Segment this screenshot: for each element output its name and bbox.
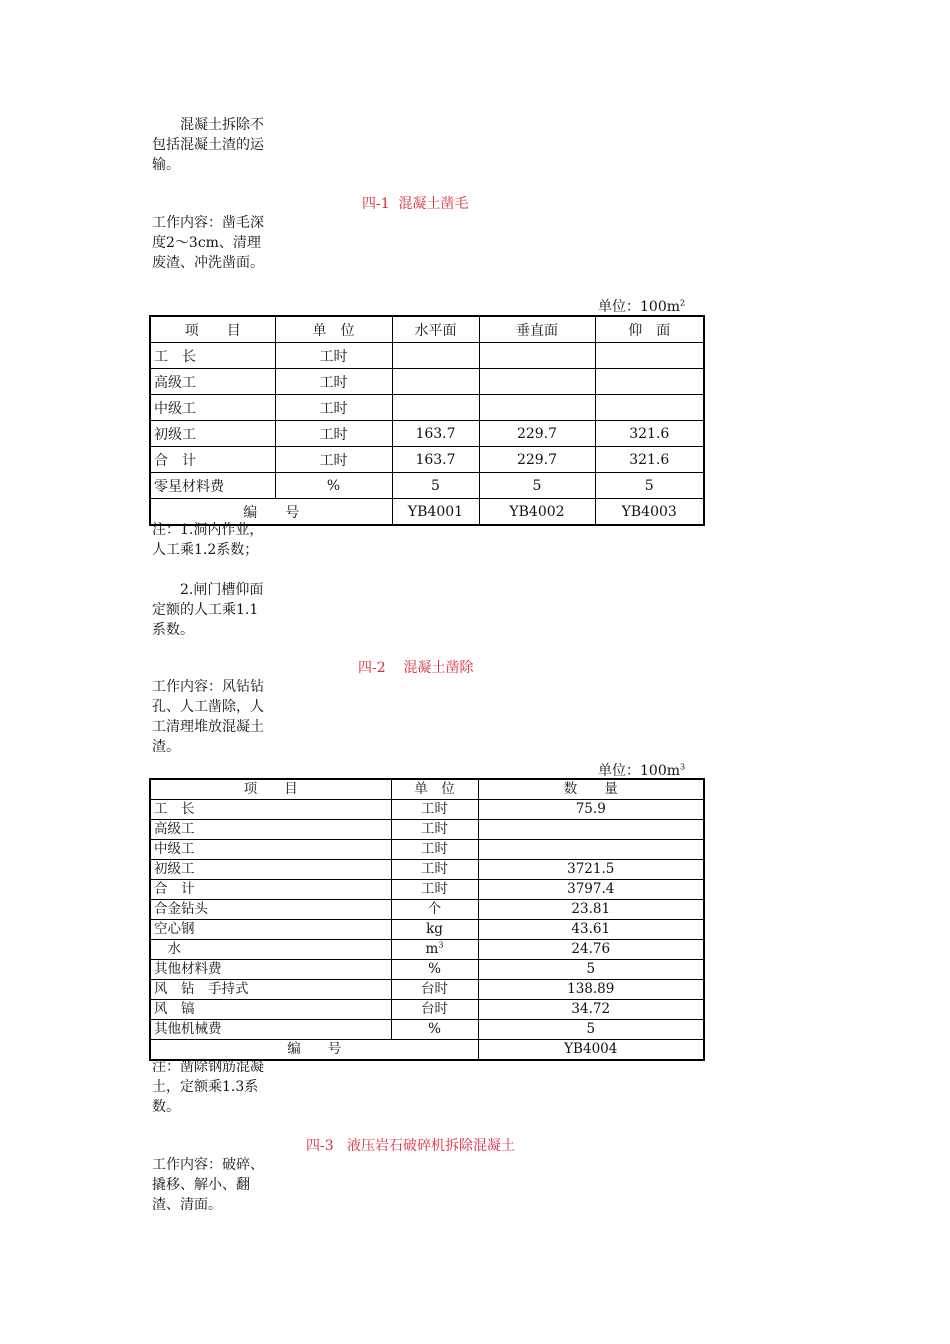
row-item: 零星材料费 [150,473,275,499]
table-row [150,960,704,980]
header-overhead: 仰 面 [595,316,704,343]
row-unit: 工时 [391,800,478,820]
row-unit: kg [391,920,478,940]
row-quantity: 43.61 [478,920,704,940]
row-unit: 工时 [275,395,392,421]
row-unit: 工时 [275,421,392,447]
section-2-unit: 单位：$100m^3$ [598,762,686,779]
row-unit: 台时 [391,980,478,1000]
section-2-title: 四-2 混凝土凿除 [358,660,474,676]
row-item: 其他材料费 [150,960,391,980]
table-row [150,369,704,395]
table-row [150,1020,704,1040]
table-row [150,980,704,1000]
row-unit: 工时 [275,343,392,369]
row-item: 水 [150,940,391,960]
section-1-table [149,315,705,526]
header-item: 项 目 [150,779,391,800]
code-label: 编 号 [150,1040,478,1061]
header-item: 项 目 [150,316,275,343]
table-row [150,840,704,860]
row-value [392,369,479,395]
table-row [150,860,704,880]
row-unit: 工时 [275,447,392,473]
row-item: 合金钻头 [150,900,391,920]
table-row [150,900,704,920]
row-item: 风 镐 [150,1000,391,1020]
row-quantity: 34.72 [478,1000,704,1020]
row-value: 163.7 [392,447,479,473]
row-item: 中级工 [150,840,391,860]
row-value: 229.7 [479,447,595,473]
row-quantity: 23.81 [478,900,704,920]
table-header-row [150,316,704,343]
table-header-row [150,779,704,800]
code-value: YB4001 [392,499,479,526]
row-item: 工 长 [150,800,391,820]
table-row [150,473,704,499]
section-2-note: 注：凿除钢筋混凝土，定额乘1.3系数。 [152,1059,264,1115]
row-unit: 台时 [391,1000,478,1020]
row-item: 空心钢 [150,920,391,940]
table-row [150,1000,704,1020]
row-unit: 工时 [391,880,478,900]
row-unit: % [391,960,478,980]
table-row [150,940,704,960]
code-value: YB4003 [595,499,704,526]
row-item: 合 计 [150,447,275,473]
row-item: 工 长 [150,343,275,369]
row-value [479,343,595,369]
row-unit: % [275,473,392,499]
code-label: 编 号 [150,499,392,526]
row-value: 321.6 [595,421,704,447]
row-quantity: 3721.5 [478,860,704,880]
row-item: 高级工 [150,820,391,840]
table-row [150,880,704,900]
row-value [595,369,704,395]
section-1-unit: 单位：$100m^2$ [598,298,686,315]
header-vertical: 垂直面 [479,316,595,343]
header-quantity: 数 量 [478,779,704,800]
row-value [595,343,704,369]
code-value: YB4002 [479,499,595,526]
row-quantity [478,840,704,860]
row-quantity [478,820,704,840]
row-unit: 工时 [391,840,478,860]
row-item: 合 计 [150,880,391,900]
section-1-note-1: 注：1.洞内作业，人工乘1.2系数； [152,522,264,558]
table-row [150,820,704,840]
row-value: 163.7 [392,421,479,447]
row-value: 5 [479,473,595,499]
row-quantity: 138.89 [478,980,704,1000]
row-item: 初级工 [150,860,391,880]
row-value [595,395,704,421]
row-unit: $m^3$ [391,940,478,960]
row-item: 高级工 [150,369,275,395]
row-value: 5 [392,473,479,499]
row-value [479,395,595,421]
table-row [150,447,704,473]
row-value: 321.6 [595,447,704,473]
row-unit: 个 [391,900,478,920]
table-row [150,343,704,369]
header-unit: 单 位 [391,779,478,800]
header-unit: 单 位 [275,316,392,343]
row-value: 5 [595,473,704,499]
row-quantity: 24.76 [478,940,704,960]
row-quantity: 5 [478,960,704,980]
row-unit: % [391,1020,478,1040]
row-item: 其他机械费 [150,1020,391,1040]
row-item: 中级工 [150,395,275,421]
row-value [392,343,479,369]
code-value: YB4004 [478,1040,704,1061]
section-1-note-2: 2.闸门槽仰面定额的人工乘1.1系数。 [152,582,264,638]
row-quantity: 75.9 [478,800,704,820]
table-row [150,920,704,940]
section-3-title: 四-3 液压岩石破碎机拆除混凝土 [306,1138,515,1154]
row-item: 初级工 [150,421,275,447]
row-quantity: 3797.4 [478,880,704,900]
row-unit: 工时 [391,860,478,880]
row-unit: 工时 [275,369,392,395]
row-item: 风 钻 手持式 [150,980,391,1000]
row-value [479,369,595,395]
intro-text: 混凝土拆除不包括混凝土渣的运输。 [152,117,264,173]
table-row [150,421,704,447]
section-3-work-content: 工作内容：破碎、撬移、解小、翻渣、清面。 [152,1157,264,1213]
row-value [392,395,479,421]
table-row [150,800,704,820]
row-unit: 工时 [391,820,478,840]
section-1-title: 四-1 混凝土凿毛 [362,196,469,212]
section-2-table [149,778,705,1061]
row-quantity: 5 [478,1020,704,1040]
section-2-work-content: 工作内容：风钻钻孔、人工凿除，人工清理堆放混凝土渣。 [152,679,264,755]
header-horizontal: 水平面 [392,316,479,343]
row-value: 229.7 [479,421,595,447]
table-row [150,395,704,421]
section-1-work-content: 工作内容：凿毛深度2～3cm、清理废渣、冲洗凿面。 [152,215,264,271]
